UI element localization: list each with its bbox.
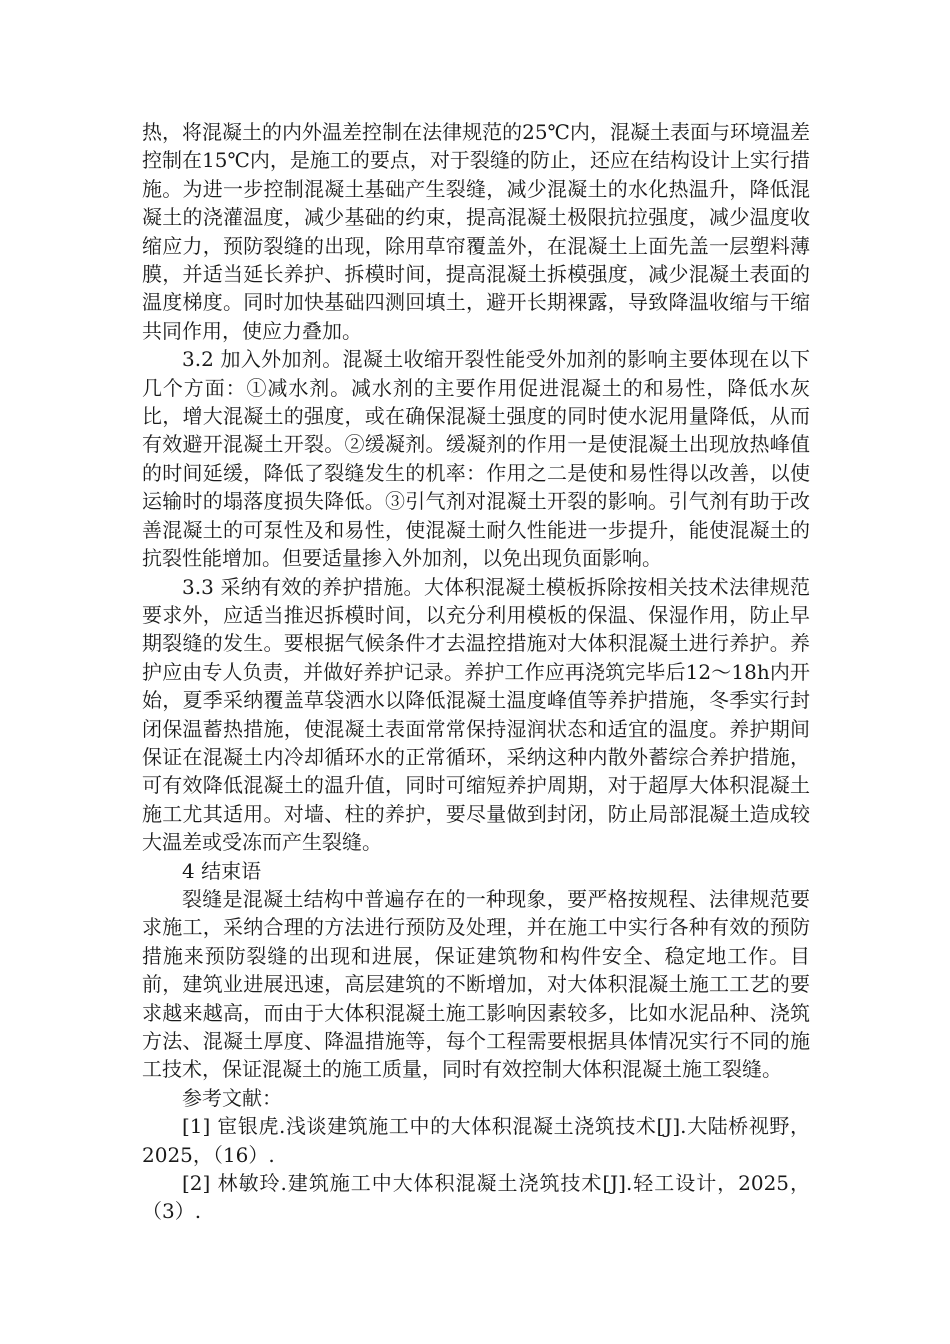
reference-item-1: [1] 宦银虎.浅谈建筑施工中的大体积混凝土浇筑技术[J].大陆桥视野，2025，（16）. <box>142 1114 810 1167</box>
document-page <box>142 118 810 1226</box>
reference-item-2: [2] 林敏玲.建筑施工中大体积混凝土浇筑技术[J].轻工设计，2025，（3）. <box>142 1171 810 1224</box>
section-heading-conclusion: 4 结束语 <box>182 858 262 883</box>
paragraph-curing: 3.3 采纳有效的养护措施。大体积混凝土模板拆除按相关技术法律规范要求外，应适当推迟拆模时间，以充分利用模板的保温、保湿作用，防止早期裂缝的发生。要根据气候条件才去温控措施对大体积混凝土进行养护。养护应由专人负责，并做好养护记录。养护工作应再浇筑完毕后12～18h内开始，夏季采纳覆盖草袋洒水以降低混凝土温度峰值等养护措施，冬季实行封闭保温蓄热措施，使混凝土表面常常保持湿润状态和适宜的温度。养护期间保证在混凝土内冷却循环水的正常循环，采纳这种内散外蓄综合养护措施，可有效降低混凝土的温升值，同时可缩短养护周期，对于超厚大体积混凝土施工尤其适用。对墙、柱的养护，要尽量做到封闭，防止局部混凝土造成较大温差或受冻而产生裂缝。 <box>142 574 810 855</box>
references-title: 参考文献： <box>182 1085 282 1110</box>
paragraph-continued: 热，将混凝土的内外温差控制在法律规范的25℃内，混凝土表面与环境温差控制在15℃内，是施工的要点，对于裂缝的防止，还应在结构设计上实行措施。为进一步控制混凝土基础产生裂缝，减少混凝土的水化热温升，降低混凝土的浇灌温度，减少基础的约束，提高混凝土极限抗拉强度，减少温度收缩应力，预防裂缝的出现，除用草帘覆盖外，在混凝土上面先盖一层塑料薄膜，并适当延长养护、拆模时间，提高混凝土拆模强度，减少混凝土表面的温度梯度。同时加快基础四测回填土，避开长期裸露，导致降温收缩与干缩共同作用，使应力叠加。 <box>142 120 810 343</box>
paragraph-admixture: 3.2 加入外加剂。混凝土收缩开裂性能受外加剂的影响主要体现在以下几个方面：①减水剂。减水剂的主要作用促进混凝土的和易性，降低水灰比，增大混凝土的强度，或在确保混凝土强度的同时使水泥用量降低，从而有效避开混凝土开裂。②缓凝剂。缓凝剂的作用一是使混凝土出现放热峰值的时间延缓，降低了裂缝发生的机率：作用之二是使和易性得以改善，以使运输时的塌落度损失降低。③引气剂对混凝土开裂的影响。引气剂有助于改善混凝土的可泵性及和易性，使混凝土耐久性能进一步提升，能使混凝土的抗裂性能增加。但要适量掺入外加剂，以免出现负面影响。 <box>142 347 810 571</box>
paragraph-conclusion: 裂缝是混凝土结构中普遍存在的一种现象，要严格按规程、法律规范要求施工，采纳合理的方法进行预防及处理，并在施工中实行各种有效的预防措施来预防裂缝的出现和进展，保证建筑物和构件安全、稳定地工作。目前，建筑业进展迅速，高层建筑的不断增加，对大体积混凝土施工工艺的要求越来越高，而由于大体积混凝土施工影响因素较多，比如水泥品种、浇筑方法、混凝土厚度、降温措施等，每个工程需要根据具体情况实行不同的施工技术，保证混凝土的施工质量，同时有效控制大体积混凝土施工裂缝。 <box>142 886 810 1082</box>
